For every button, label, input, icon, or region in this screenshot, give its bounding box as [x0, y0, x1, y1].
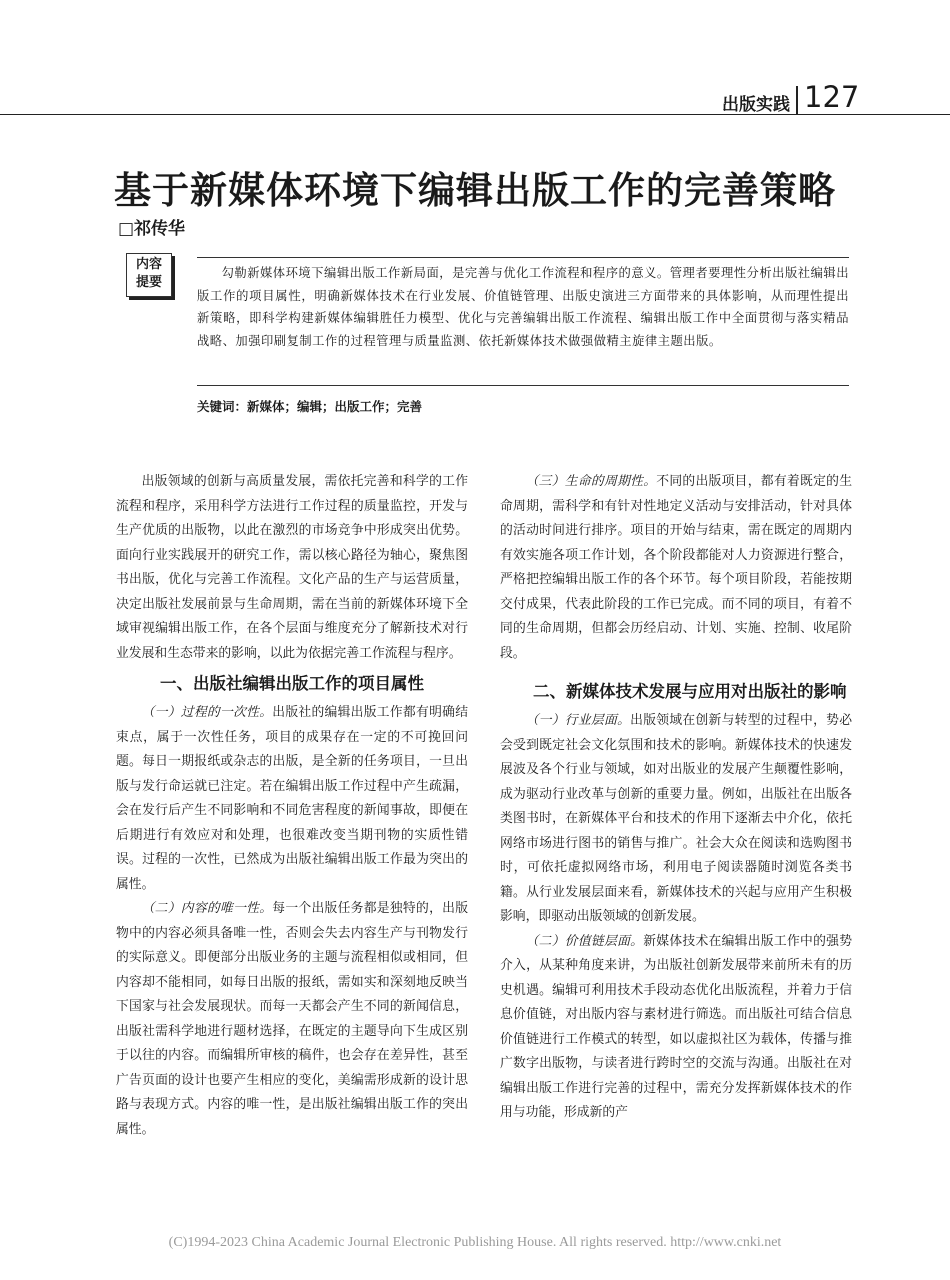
header-divider [796, 86, 798, 114]
abstract-label [126, 253, 172, 297]
paragraph [500, 930, 852, 1126]
subheading: （二）内容的唯一性。 [141, 901, 273, 916]
right-column [500, 470, 852, 1126]
paragraph [500, 470, 852, 666]
subheading: （一）过程的一次性。 [141, 705, 273, 720]
section-heading-1: 一、出版社编辑出版工作的项目属性 [160, 674, 424, 693]
abstract-bottom-rule [197, 385, 849, 386]
author: □祁传华 [118, 219, 186, 239]
abstract-label-line2: 提要 [135, 275, 162, 290]
header-rule [0, 114, 950, 115]
paragraph [116, 897, 468, 1142]
subheading: （三）生命的周期性。 [525, 474, 657, 489]
paragraph-text: 每一个出版任务都是独特的，出版物中的内容必须具备唯一性，否则会失去内容生产与刊物发行的实际意义。即便部分出版业务的主题与流程相似或相同，但内容却不能相同，如每日出版的报纸，需如实和深刻地反映当下国家与社会发展现状。而每一天都会产生不同的新闻信息，出版社需科学地进行题材选择，在既定的主题导向下生成区别于以往的内容。而编辑所审核的稿件，也会存在差异性，甚至广告页面的设计也要产生相应的变化，美编需形成新的设计思路与表现方式。内容的唯一性，是出版社编辑出版工作的突出属性。 [116, 901, 469, 1137]
abstract-top-rule [197, 257, 849, 258]
intro-paragraph: 出版领域的创新与高质量发展，需依托完善和科学的工作流程和程序，采用科学方法进行工作过程的质量监控，开发与生产优质的出版物，以此在激烈的市场竞争中形成突出优势。面向行业实践展开的研究工作，需以核心路径为轴心，聚焦图书出版，优化与完善工作流程。文化产品的生产与运营质量，决定出版社发展前景与生命周期，需在当前的新媒体环境下全域审视编辑出版工作，在各个层面与维度充分了解新技术对行业发展和生态带来的影响，以此为依据完善工作流程与程序。 [116, 474, 468, 661]
keywords: 关键词：新媒体；编辑；出版工作；完善 [197, 399, 423, 414]
paragraph-text: 出版社的编辑出版工作都有明确结束点，属于一次性任务，项目的成果存在一定的不可挽回问题。每日一期报纸或杂志的出版，是全新的任务项目，一旦出版与发行命运就已注定。若在编辑出版工作过程中产生疏漏，会在发行后产生不同影响和不同危害程度的新闻事故，即便在后期进行有效应对和处理，也很难改变当期刊物的实质性错误。过程的一次性，已然成为出版社编辑出版工作最为突出的属性。 [116, 705, 469, 892]
section-heading-2: 二、新媒体技术发展与应用对出版社的影响 [533, 682, 847, 701]
paragraph-text: 不同的出版项目，都有着既定的生命周期，需科学和有针对性地定义活动与安排活动，针对具体的活动时间进行排序。项目的开始与结束，需在既定的周期内有效实施各项工作计划，各个阶段都能对人力资源进行整合，严格把控编辑出版工作的各个环节。每个项目阶段，若能按期交付成果，代表此阶段的工作已完成。而不同的项目，有着不同的生命周期，但都会历经启动、计划、实施、控制、收尾阶段。 [500, 474, 853, 661]
paragraph [500, 709, 852, 930]
paragraph [116, 701, 468, 897]
subheading: （二）价值链层面。 [525, 933, 644, 949]
article-title: 基于新媒体环境下编辑出版工作的完善策略 [114, 168, 836, 212]
section-name: 出版实践 [722, 95, 790, 115]
abstract-label-line1: 内容 [135, 257, 162, 272]
subheading: （一）行业层面。 [525, 713, 631, 728]
paragraph-text: 新媒体技术在编辑出版工作中的强势介入，从某种角度来讲，为出版社创新发展带来前所未有的历史机遇。编辑可利用技术手段动态优化出版流程，并着力于信息价值链，对出版内容与素材进行筛选。而出版社可结合信息价值链进行工作模式的转型，如以虚拟社区为载体，传播与推广数字出版物，与读者进行跨时空的交流与沟通。出版社在对编辑出版工作进行完善的过程中，需充分发挥新媒体技术的作用与功能，形成新的产 [500, 933, 853, 1120]
paragraph-text: 出版领域在创新与转型的过程中，势必会受到既定社会文化氛围和技术的影响。新媒体技术的快速发展波及各个行业与领域，如对出版业的发展产生颠覆性影响，成为驱动行业改革与创新的重要力量。例如，出版社在出版各类图书时，在新媒体平台和技术的作用下逐渐去中介化，依托网络市场进行图书的销售与推广。社会大众在阅读和选购图书时，可依托虚拟网络市场，利用电子阅读器随时浏览各类书籍。从行业发展层面来看，新媒体技术的兴起与应用产生积极影响，即驱动出版领域的创新发展。 [500, 713, 853, 924]
left-column [116, 470, 468, 1142]
page-number: 127 [804, 80, 860, 114]
copyright-footer: (C)1994-2023 China Academic Journal Electronic Publishing House. All rights reserved. http://www.cnki.net [168, 1235, 782, 1250]
abstract-text: 勾勒新媒体环境下编辑出版工作新局面，是完善与优化工作流程和程序的意义。管理者要理性分析出版社编辑出版工作的项目属性，明确新媒体技术在行业发展、价值链管理、出版史演进三方面带来的具体影响，从而理性提出新策略，即科学构建新媒体编辑胜任力模型、优化与完善编辑出版工作流程、编辑出版工作中全面贯彻与落实精品战略、加强印刷复制工作的过程管理与质量监测、依托新媒体技术做强做精主旋律主题出版。 [197, 266, 849, 348]
